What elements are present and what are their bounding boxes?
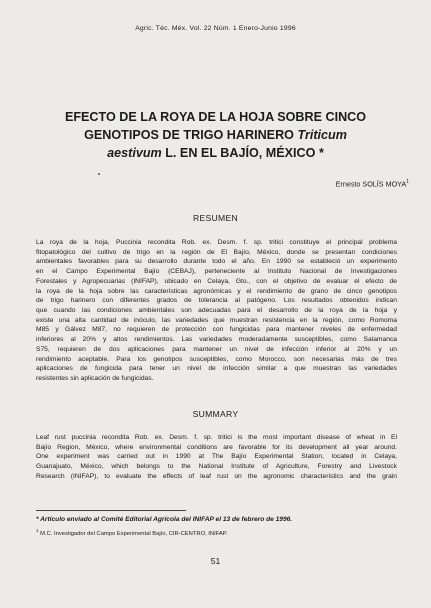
footnote-affiliation: [36, 528, 228, 537]
footnote-divider: [36, 510, 186, 511]
summary-paragraph: [36, 433, 397, 482]
title-line-3-italic: aestivum: [107, 146, 162, 160]
resumen-line: S75, requieren de dos aplicaciones para mantener un nivel de infección inferior al 20% y un: [36, 345, 397, 353]
resumen-line: que cuando las condiciones ambientales son adecuadas para el desarrollo de la roya de la hoja y: [36, 307, 397, 315]
footnote-affiliation-text: M.C. Investigador del Campo Experimental Bajío, CIR-CENTRO, INIFAP.: [40, 530, 228, 537]
summary-heading: SUMMARY: [192, 409, 239, 419]
title-line-2: [20, 126, 411, 144]
resumen-line: de trigo harinero con diferentes grados de tolerancia al patógeno. Los resultados obtenidos indican: [36, 297, 397, 305]
resumen-line: fitopatológico del cultivo de trigo en la región de El Bajío, México, donde se presentan condiciones: [36, 248, 397, 256]
summary-line: Bajío Region, México, where environmental conditions are favorable for its development all year around.: [36, 443, 397, 451]
title-line-2-italic: Triticum: [297, 128, 347, 142]
footnote-submission: * Artículo enviado al Comité Editorial Agrícola del INIFAP el 13 de febrero de 1996.: [36, 516, 293, 523]
title-line-3: [20, 144, 411, 162]
summary-line: Leaf rust puccinia recondita Rob. ex. Desm. f. sp. tritici is the most important disease of wheat in El: [36, 434, 397, 441]
resumen-line: en el Campo Experimental Bajío (CEBAJ), perteneciente al Instituto Nacional de Investigaciones: [36, 268, 397, 276]
resumen-line: resistentes sin aplicación de fungicidas.: [36, 375, 154, 383]
resumen-line: existe una alta cantidad de inóculo, las variedades que muestran resistencia en la región, como Romoma: [36, 316, 397, 324]
resumen-line: Forestales y Agropecuarias (INIFAP), ubicado en Celaya, Gto., con el objetivo de evaluar el efecto de: [36, 277, 397, 285]
footnote-affiliation-marker: 1: [36, 528, 39, 533]
resumen-line: La roya de la hoja, Puccinia recondita Rob. ex. Desm. f. sp. tritici constituye el principal problema: [36, 239, 397, 246]
author-name-text: Ernesto SOLÍS MOYA: [335, 179, 407, 189]
summary-line: Guanajuato, México, which belongs to the National Institute of Agriculture, Forestry and Livestock: [36, 463, 397, 471]
summary-line: Research (INIFAP), to evaluate the effects of leaf rust on the agronomic characteristics and the grain: [36, 472, 397, 480]
title-line-2-text: GENOTIPOS DE TRIGO HARINERO: [84, 128, 298, 142]
summary-line: One experiment was carried out in 1990 at The Bajío Experimental Station, located in Celaya,: [36, 453, 397, 461]
resumen-line: inferiores al 20% y altos rendimientos. Las variedades moderadamente susceptibles, como Salamanca: [36, 336, 397, 344]
resumen-line: la roya de la hoja sobre las características agronómicas y el rendimiento de grano de cinco genotipos: [36, 287, 397, 295]
author-affiliation-marker: 1: [406, 179, 409, 185]
resumen-line: ambientales favorables para su desarrollo durante todo el año. En 1990 se estableció un experimento: [36, 258, 397, 266]
scan-speck: [98, 173, 100, 175]
resumen-line: aplicaciones de fungicida para tener un nivel de infección similar a que muestran las variedades: [36, 365, 397, 373]
page-number: 51: [210, 556, 221, 566]
article-title: [20, 108, 411, 162]
resumen-line: rendimiento aceptable. Para los genotipos susceptibles, como Morocco, son necesarias más de tres: [36, 355, 397, 363]
resumen-heading: RESUMEN: [192, 213, 239, 223]
title-line-1: EFECTO DE LA ROYA DE LA HOJA SOBRE CINCO: [64, 110, 367, 124]
journal-header: Agric. Téc. Méx. Vol. 22 Núm. 1 Enero-Junio 1996: [135, 25, 296, 32]
author-name: [336, 179, 409, 188]
resumen-paragraph: [36, 238, 397, 384]
resumen-line: M85 y Gálvez M87, no requieren de protección con fungicidas para mantener niveles de enfermedad: [36, 326, 397, 334]
title-line-3-text: L. EN EL BAJÍO, MÉXICO *: [161, 146, 324, 160]
